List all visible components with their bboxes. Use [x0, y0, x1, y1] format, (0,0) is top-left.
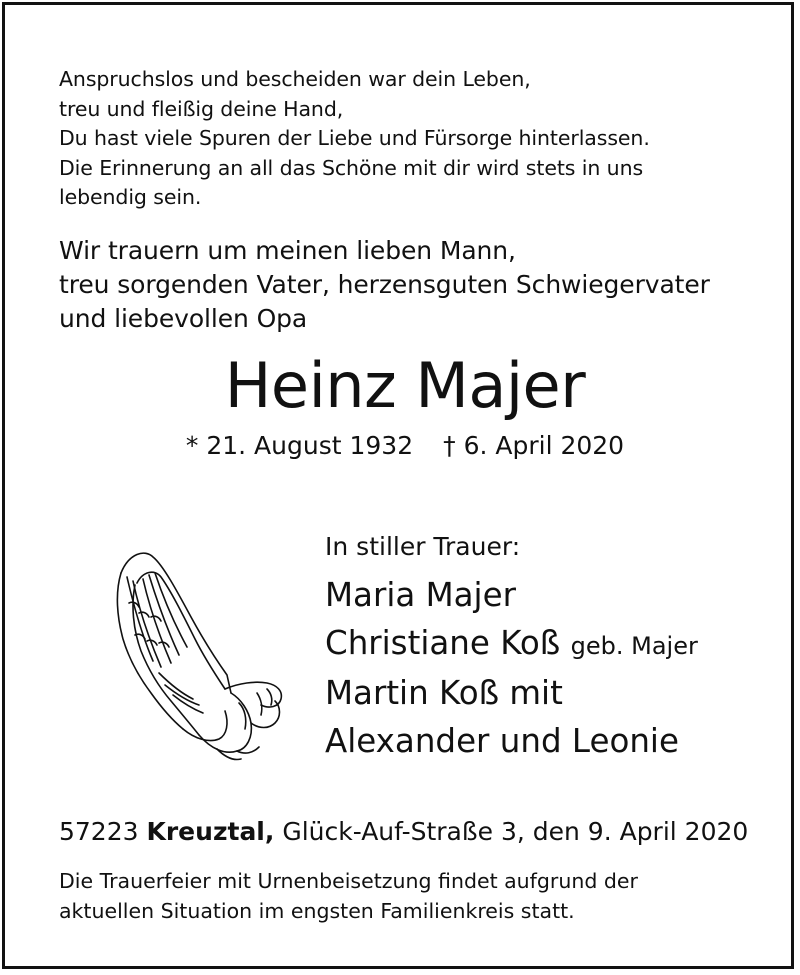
poem-line: Die Erinnerung an all das Schöne mit dir wird stets in uns [59, 155, 644, 180]
death-date: † 6. April 2020 [443, 431, 625, 460]
intro-line: treu sorgenden Vater, herzensguten Schwiegervater [59, 270, 710, 299]
poem-line: Du hast viele Spuren der Liebe und Fürsorge hinterlassen. [59, 126, 650, 150]
intro-line: und liebevollen Opa [59, 304, 308, 333]
birth-date: * 21. August 1932 [185, 431, 414, 460]
mourner-name-text: Alexander und Leonie [325, 721, 679, 760]
mourner-maiden-name: geb. Majer [570, 631, 698, 660]
mourners-label: In stiller Trauer: [325, 532, 521, 561]
address-and-date: Glück-Auf-Straße 3, den 9. April 2020 [282, 817, 749, 846]
poem-line: Anspruchslos und bescheiden war dein Leben, [59, 67, 531, 91]
mourners-list [325, 530, 698, 765]
intro-line: Wir trauern um meinen lieben Mann, [59, 236, 516, 265]
city: Kreuztal, [146, 817, 275, 846]
place-and-date [59, 815, 748, 849]
funeral-note-line: aktuellen Situation im engsten Familienkreis statt. [59, 898, 575, 923]
deceased-name: Heinz Majer [224, 349, 586, 422]
funeral-note-line: Die Trauerfeier mit Urnenbeisetzung findet aufgrund der [59, 869, 638, 893]
notice-frame [2, 2, 794, 969]
mourner-name [325, 620, 698, 671]
life-dates [5, 429, 800, 463]
poem-line: lebendig sein. [59, 185, 202, 209]
mourner-name-text: Martin Koß mit [325, 674, 563, 712]
poem [59, 65, 650, 213]
funeral-note [59, 867, 638, 926]
mourner-name [325, 670, 698, 718]
postcode: 57223 [59, 817, 139, 846]
mourning-intro [59, 234, 710, 336]
praying-hands-icon [99, 543, 287, 765]
mourner-name [325, 572, 698, 620]
mourner-name-text: Christiane Koß [325, 623, 561, 662]
poem-line: treu und fleißig deine Hand, [59, 96, 344, 121]
mourner-name [325, 718, 698, 766]
mourner-name-text: Maria Majer [325, 576, 516, 614]
